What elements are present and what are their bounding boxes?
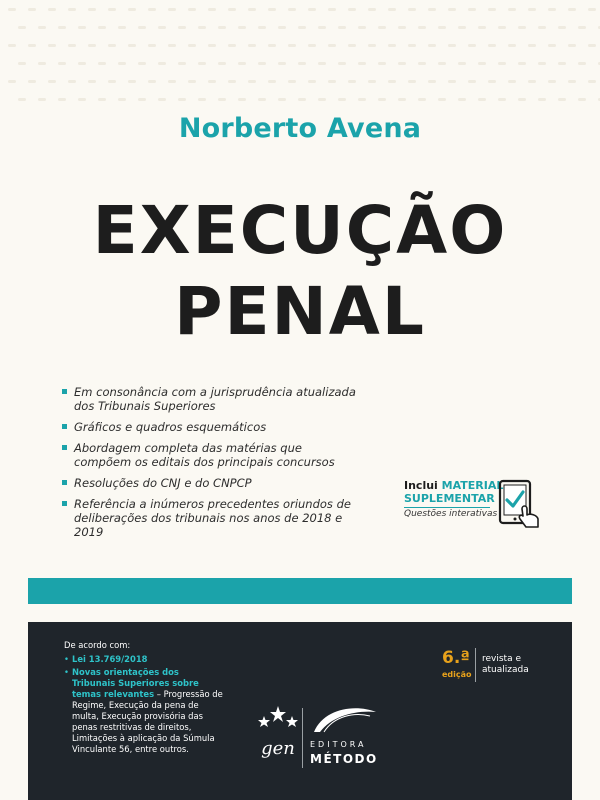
author-name: Norberto Avena <box>178 113 422 144</box>
dot-pattern-mark <box>578 98 586 101</box>
dot-pattern-mark <box>58 26 66 29</box>
dot-pattern-mark <box>258 98 266 101</box>
dot-pattern-mark <box>358 98 366 101</box>
supplementary-material-badge <box>404 479 554 531</box>
dot-pattern-mark <box>458 62 466 65</box>
dot-pattern-mark <box>88 44 96 47</box>
dot-pattern-mark <box>498 26 506 29</box>
legislation-item-highlight: Novas orientações dos Tribunais Superiores sobre temas relevantes <box>72 667 199 699</box>
dot-pattern-mark <box>178 98 186 101</box>
dot-pattern-mark <box>158 98 166 101</box>
dot-pattern-mark <box>528 8 536 11</box>
dot-pattern-mark <box>178 26 186 29</box>
dot-pattern-mark <box>528 80 536 83</box>
dot-pattern-mark <box>458 98 466 101</box>
dot-pattern-mark <box>78 26 86 29</box>
dot-pattern-mark <box>278 62 286 65</box>
dot-pattern-mark <box>488 44 496 47</box>
dot-pattern-mark <box>338 62 346 65</box>
dot-pattern-mark <box>538 98 546 101</box>
legislation-item-text: – Progressão de Regime, Execução da pena de multa, Execução provisória das penas restritivas de direitos, Limitações à aplicação da Súmula Vinculante 56, entre outros. <box>72 689 223 754</box>
dot-pattern-mark <box>338 26 346 29</box>
dot-pattern-mark <box>138 26 146 29</box>
dot-pattern-mark <box>348 44 356 47</box>
dot-pattern-mark <box>508 80 516 83</box>
dot-pattern-mark <box>498 98 506 101</box>
feature-text: Em consonância com a jurisprudência atualizada dos Tribunais Superiores <box>74 385 356 413</box>
dot-pattern-mark <box>178 62 186 65</box>
bullet-dot-icon: • <box>64 654 69 664</box>
dot-pattern-mark <box>58 62 66 65</box>
bullet-square-icon <box>62 445 67 450</box>
feature-item <box>62 441 362 469</box>
dot-pattern-mark <box>108 44 116 47</box>
dot-pattern-mark <box>468 80 476 83</box>
edition-label: edição <box>442 670 472 679</box>
edition-divider <box>475 648 476 682</box>
dot-pattern-mark <box>258 26 266 29</box>
dot-pattern-mark <box>58 98 66 101</box>
feature-text: Gráficos e quadros esquemáticos <box>74 420 267 434</box>
dot-pattern-mark <box>188 8 196 11</box>
dot-pattern-mark <box>558 26 566 29</box>
dot-pattern-mark <box>148 44 156 47</box>
dot-pattern-mark <box>368 44 376 47</box>
dot-pattern-mark <box>418 26 426 29</box>
dot-pattern-mark <box>218 26 226 29</box>
metodo-swoosh-icon <box>310 702 380 738</box>
dot-pattern-mark <box>568 44 576 47</box>
supplement-line-1 <box>404 479 503 492</box>
dot-pattern-mark <box>138 62 146 65</box>
dot-pattern-mark <box>388 80 396 83</box>
dot-pattern-mark <box>388 8 396 11</box>
dot-pattern-mark <box>338 98 346 101</box>
dot-pattern-mark <box>548 8 556 11</box>
dot-pattern-mark <box>18 98 26 101</box>
dot-pattern-mark <box>198 62 206 65</box>
dot-pattern-mark <box>38 26 46 29</box>
dot-pattern-mark <box>48 8 56 11</box>
legislation-item <box>64 654 224 665</box>
dot-pattern-mark <box>548 44 556 47</box>
dot-pattern-mark <box>418 62 426 65</box>
dot-pattern-mark <box>128 80 136 83</box>
dot-pattern-mark <box>518 26 526 29</box>
dot-pattern-mark <box>508 44 516 47</box>
dot-pattern-mark <box>238 26 246 29</box>
dot-pattern-mark <box>448 80 456 83</box>
dot-pattern-mark <box>348 8 356 11</box>
bullet-square-icon <box>62 389 67 394</box>
dot-pattern-mark <box>148 8 156 11</box>
dot-pattern-mark <box>548 80 556 83</box>
dot-pattern-mark <box>258 62 266 65</box>
dot-pattern-mark <box>78 62 86 65</box>
dot-pattern-mark <box>478 62 486 65</box>
dot-pattern-mark <box>108 8 116 11</box>
dot-pattern-mark <box>298 26 306 29</box>
title-line-1: EXECUÇÃO <box>92 192 508 269</box>
supplement-subtitle: Questões interativas <box>404 509 498 519</box>
dot-pattern-mark <box>68 8 76 11</box>
dot-pattern-mark <box>238 62 246 65</box>
dot-pattern-mark <box>428 80 436 83</box>
dot-pattern-mark <box>108 80 116 83</box>
dot-pattern-decoration <box>0 0 600 120</box>
dot-pattern-mark <box>298 98 306 101</box>
dot-pattern-mark <box>588 8 596 11</box>
supplement-divider <box>404 507 490 508</box>
dot-pattern-mark <box>448 8 456 11</box>
dot-pattern-mark <box>8 44 16 47</box>
dot-pattern-mark <box>438 98 446 101</box>
dot-pattern-mark <box>318 98 326 101</box>
dot-pattern-mark <box>468 44 476 47</box>
edition-number: 6.ª <box>442 648 470 668</box>
dot-pattern-mark <box>238 98 246 101</box>
dot-pattern-mark <box>428 8 436 11</box>
feature-list <box>62 385 362 546</box>
dot-pattern-mark <box>378 98 386 101</box>
dot-pattern-mark <box>218 98 226 101</box>
legislation-lead: De acordo com: <box>64 640 131 650</box>
dot-pattern-mark <box>198 26 206 29</box>
dot-pattern-mark <box>48 44 56 47</box>
dot-pattern-mark <box>268 44 276 47</box>
dot-pattern-mark <box>98 62 106 65</box>
dot-pattern-mark <box>488 80 496 83</box>
feature-item <box>62 476 362 490</box>
dot-pattern-mark <box>198 98 206 101</box>
dot-pattern-mark <box>588 44 596 47</box>
supplement-prefix: Inclui <box>404 479 438 492</box>
dot-pattern-mark <box>518 98 526 101</box>
dot-pattern-mark <box>248 44 256 47</box>
feature-item <box>62 420 362 434</box>
dot-pattern-mark <box>588 80 596 83</box>
dot-pattern-mark <box>28 44 36 47</box>
dot-pattern-mark <box>428 44 436 47</box>
publisher-name: MÉTODO <box>310 752 378 766</box>
dot-pattern-mark <box>308 8 316 11</box>
dot-pattern-mark <box>98 26 106 29</box>
gen-logo <box>256 702 300 774</box>
dot-pattern-mark <box>288 44 296 47</box>
dot-pattern-mark <box>268 8 276 11</box>
dot-pattern-mark <box>408 8 416 11</box>
footer-panel <box>28 622 572 800</box>
dot-pattern-mark <box>118 26 126 29</box>
dot-pattern-mark <box>278 26 286 29</box>
dot-pattern-mark <box>218 62 226 65</box>
dot-pattern-mark <box>538 62 546 65</box>
dot-pattern-mark <box>68 80 76 83</box>
dot-pattern-mark <box>408 80 416 83</box>
dot-pattern-mark <box>38 98 46 101</box>
dot-pattern-mark <box>138 98 146 101</box>
dot-pattern-mark <box>8 8 16 11</box>
dot-pattern-mark <box>188 44 196 47</box>
legislation-item <box>64 667 224 755</box>
dot-pattern-mark <box>118 98 126 101</box>
dot-pattern-mark <box>578 62 586 65</box>
dot-pattern-mark <box>418 98 426 101</box>
dot-pattern-mark <box>48 80 56 83</box>
tablet-check-icon <box>496 479 544 529</box>
logo-divider <box>302 708 303 768</box>
dot-pattern-mark <box>208 44 216 47</box>
dot-pattern-mark <box>78 98 86 101</box>
dot-pattern-mark <box>328 44 336 47</box>
gen-logo-text: gen <box>261 738 295 759</box>
dot-pattern-mark <box>468 8 476 11</box>
dot-pattern-mark <box>18 26 26 29</box>
dot-pattern-mark <box>558 98 566 101</box>
feature-text: Abordagem completa das matérias que compõem os editais dos principais concursos <box>74 441 335 469</box>
dot-pattern-mark <box>398 26 406 29</box>
dot-pattern-mark <box>558 62 566 65</box>
dot-pattern-mark <box>318 26 326 29</box>
dot-pattern-mark <box>378 62 386 65</box>
dot-pattern-mark <box>358 62 366 65</box>
dot-pattern-mark <box>168 44 176 47</box>
bullet-square-icon <box>62 424 67 429</box>
title-line-2: PENAL <box>174 273 426 350</box>
dot-pattern-mark <box>268 80 276 83</box>
dot-pattern-mark <box>188 80 196 83</box>
dot-pattern-mark <box>518 62 526 65</box>
dot-pattern-mark <box>438 26 446 29</box>
dot-pattern-mark <box>28 8 36 11</box>
dot-pattern-mark <box>328 80 336 83</box>
dot-pattern-mark <box>328 8 336 11</box>
dot-pattern-mark <box>158 26 166 29</box>
dot-pattern-mark <box>508 8 516 11</box>
dot-pattern-mark <box>368 8 376 11</box>
edition-note: revista e atualizada <box>482 654 529 675</box>
publisher-top: EDITORA <box>310 740 367 749</box>
dot-pattern-mark <box>248 80 256 83</box>
dot-pattern-mark <box>398 98 406 101</box>
legislation-notes <box>64 640 224 757</box>
legislation-item-text: Lei 13.769/2018 <box>72 654 148 664</box>
dot-pattern-mark <box>378 26 386 29</box>
dot-pattern-mark <box>478 26 486 29</box>
dot-pattern-mark <box>538 26 546 29</box>
legislation-list <box>64 654 224 755</box>
feature-item <box>62 497 362 539</box>
dot-pattern-mark <box>148 80 156 83</box>
dot-pattern-mark <box>438 62 446 65</box>
dot-pattern-mark <box>208 80 216 83</box>
feature-text: Resoluções do CNJ e do CNPCP <box>74 476 252 490</box>
supplement-highlight-2: SUPLEMENTAR <box>404 492 495 505</box>
dot-pattern-mark <box>158 62 166 65</box>
bullet-square-icon <box>62 480 67 485</box>
dot-pattern-mark <box>458 26 466 29</box>
dot-pattern-mark <box>408 44 416 47</box>
accent-band <box>28 578 572 604</box>
dot-pattern-mark <box>498 62 506 65</box>
feature-text: Referência a inúmeros precedentes oriundos de deliberações dos tribunais nos anos de 2018 e 2019 <box>74 497 351 539</box>
dot-pattern-mark <box>568 8 576 11</box>
dot-pattern-mark <box>288 80 296 83</box>
dot-pattern-mark <box>488 8 496 11</box>
dot-pattern-mark <box>18 62 26 65</box>
dot-pattern-mark <box>208 8 216 11</box>
dot-pattern-mark <box>28 80 36 83</box>
dot-pattern-mark <box>118 62 126 65</box>
dot-pattern-mark <box>38 62 46 65</box>
dot-pattern-mark <box>88 8 96 11</box>
dot-pattern-mark <box>278 98 286 101</box>
dot-pattern-mark <box>448 44 456 47</box>
dot-pattern-mark <box>358 26 366 29</box>
dot-pattern-mark <box>128 8 136 11</box>
dot-pattern-mark <box>248 8 256 11</box>
dot-pattern-mark <box>228 44 236 47</box>
dot-pattern-mark <box>368 80 376 83</box>
dot-pattern-mark <box>318 62 326 65</box>
dot-pattern-mark <box>348 80 356 83</box>
feature-item <box>62 385 362 413</box>
dot-pattern-mark <box>68 44 76 47</box>
dot-pattern-mark <box>228 8 236 11</box>
supplement-highlight-1: MATERIAL <box>441 479 504 492</box>
dot-pattern-mark <box>288 8 296 11</box>
bullet-dot-icon: • <box>64 667 69 677</box>
dot-pattern-mark <box>168 8 176 11</box>
dot-pattern-mark <box>168 80 176 83</box>
dot-pattern-mark <box>128 44 136 47</box>
dot-pattern-mark <box>308 44 316 47</box>
dot-pattern-mark <box>298 62 306 65</box>
edition-info <box>442 648 562 688</box>
dot-pattern-mark <box>578 26 586 29</box>
publisher-logos <box>256 702 416 774</box>
dot-pattern-mark <box>228 80 236 83</box>
dot-pattern-mark <box>528 44 536 47</box>
dot-pattern-mark <box>98 98 106 101</box>
dot-pattern-mark <box>88 80 96 83</box>
dot-pattern-mark <box>398 62 406 65</box>
dot-pattern-mark <box>8 80 16 83</box>
dot-pattern-mark <box>478 98 486 101</box>
bullet-square-icon <box>62 501 67 506</box>
dot-pattern-mark <box>388 44 396 47</box>
dot-pattern-mark <box>308 80 316 83</box>
dot-pattern-mark <box>568 80 576 83</box>
